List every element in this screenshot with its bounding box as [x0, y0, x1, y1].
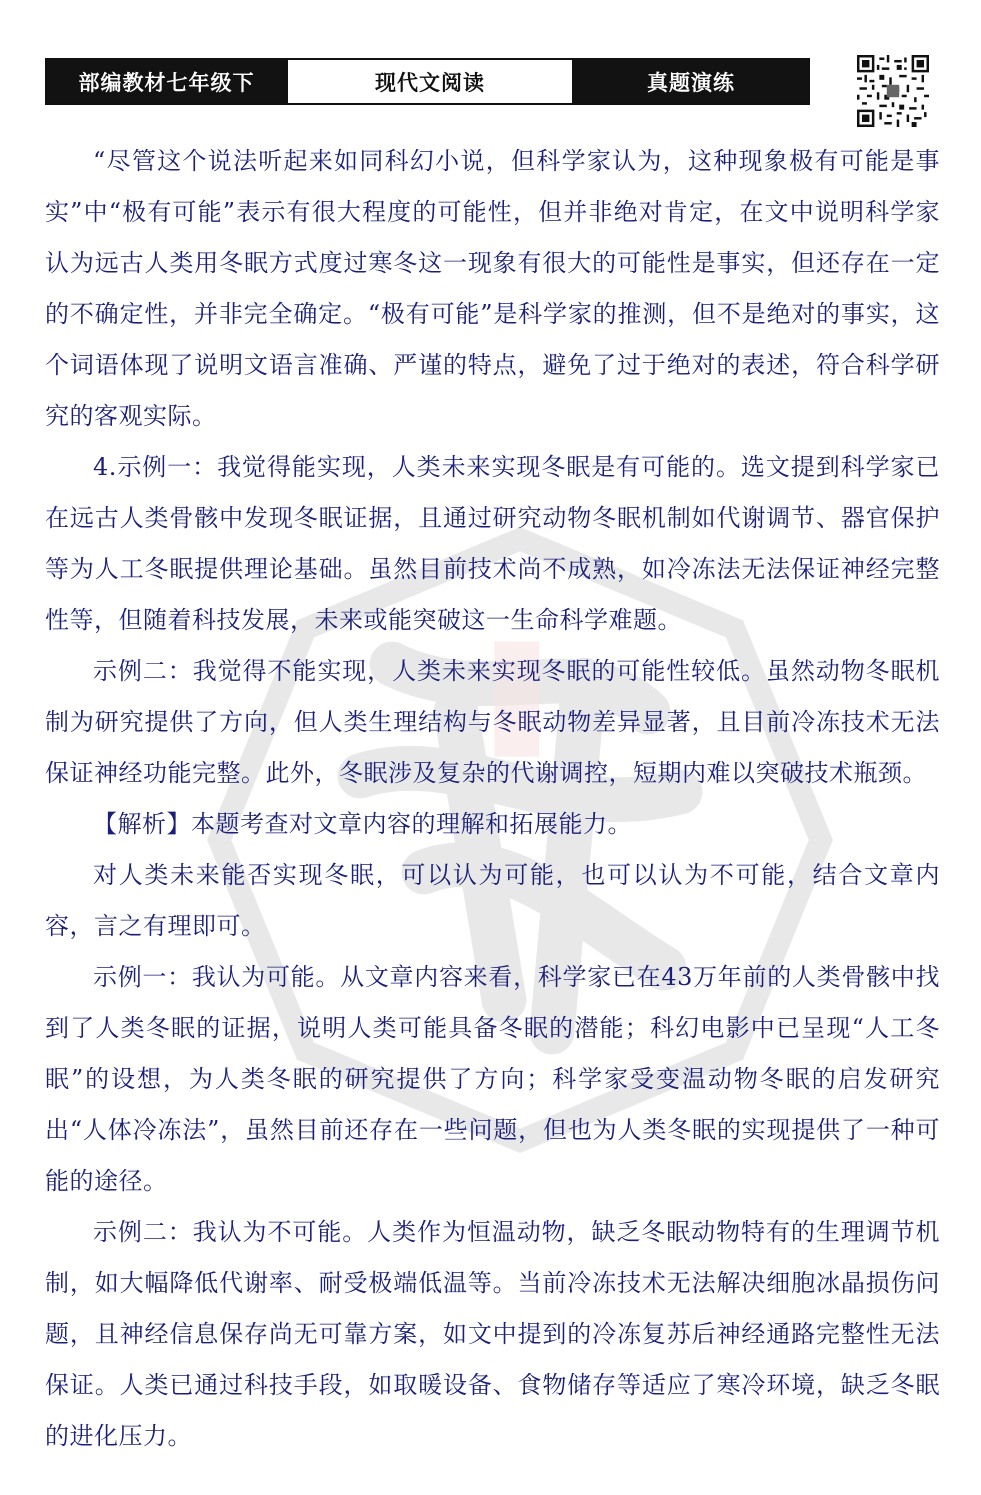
paragraph-3: 示例二：我觉得不能实现，人类未来实现冬眠的可能性较低。虽然动物冬眠机制为研究提供了方向，但人类生理结构与冬眠动物差异显著，且目前冷冻技术无法保证神经功能完整。此外，冬眠涉及复杂的代谢调控，短期内难以突破技术瓶颈。 [45, 657, 940, 787]
header-section: 真题演练 [574, 60, 808, 103]
paragraph-2: 4.示例一：我觉得能实现，人类未来实现冬眠是有可能的。选文提到科学家已在远古人类骨骸中发现冬眠证据，且通过研究动物冬眠机制如代谢调节、器官保护等为人工冬眠提供理论基础。虽然目前技术尚不成熟，如冷冻法无法保证神经完整性等，但随着科技发展，未来或能突破这一生命科学难题。 [45, 453, 940, 634]
qr-code-icon[interactable] [857, 55, 929, 127]
answer-content [45, 136, 940, 1462]
paragraph-7: 示例二：我认为不可能。人类作为恒温动物，缺乏冬眠动物特有的生理调节机制，如大幅降低代谢率、耐受极端低温等。当前冷冻技术无法解决细胞冰晶损伤问题，且神经信息保存尚无可靠方案，如文中提到的冷冻复苏后神经通路完整性无法保证。人类已通过科技手段，如取暖设备、食物储存等适应了寒冷环境，缺乏冬眠的进化压力。 [45, 1218, 940, 1450]
header-subject: 现代文阅读 [286, 60, 574, 103]
header-grade: 部编教材七年级下 [47, 60, 286, 103]
header-bar [45, 58, 810, 105]
paragraph-1: “尽管这个说法听起来如同科幻小说，但科学家认为，这种现象极有可能是事实”中“极有可能”表示有很大程度的可能性，但并非绝对肯定，在文中说明科学家认为远古人类用冬眠方式度过寒冬这一现象有很大的可能性是事实，但还存在一定的不确定性，并非完全确定。“极有可能”是科学家的推测，但不是绝对的事实，这个词语体现了说明文语言准确、严谨的特点，避免了过于绝对的表述，符合科学研究的客观实际。 [45, 147, 940, 430]
paragraph-4: 【解析】本题考查对文章内容的理解和拓展能力。 [93, 810, 632, 838]
paragraph-5: 对人类未来能否实现冬眠，可以认为可能，也可以认为不可能，结合文章内容，言之有理即可。 [45, 861, 940, 940]
paragraph-6: 示例一：我认为可能。从文章内容来看，科学家已在43万年前的人类骨骸中找到了人类冬眠的证据，说明人类可能具备冬眠的潜能；科幻电影中已呈现“人工冬眠”的设想，为人类冬眠的研究提供了方向；科学家受变温动物冬眠的启发研究出“人体冷冻法”，虽然目前还存在一些问题，但也为人类冬眠的实现提供了一种可能的途径。 [45, 963, 940, 1195]
